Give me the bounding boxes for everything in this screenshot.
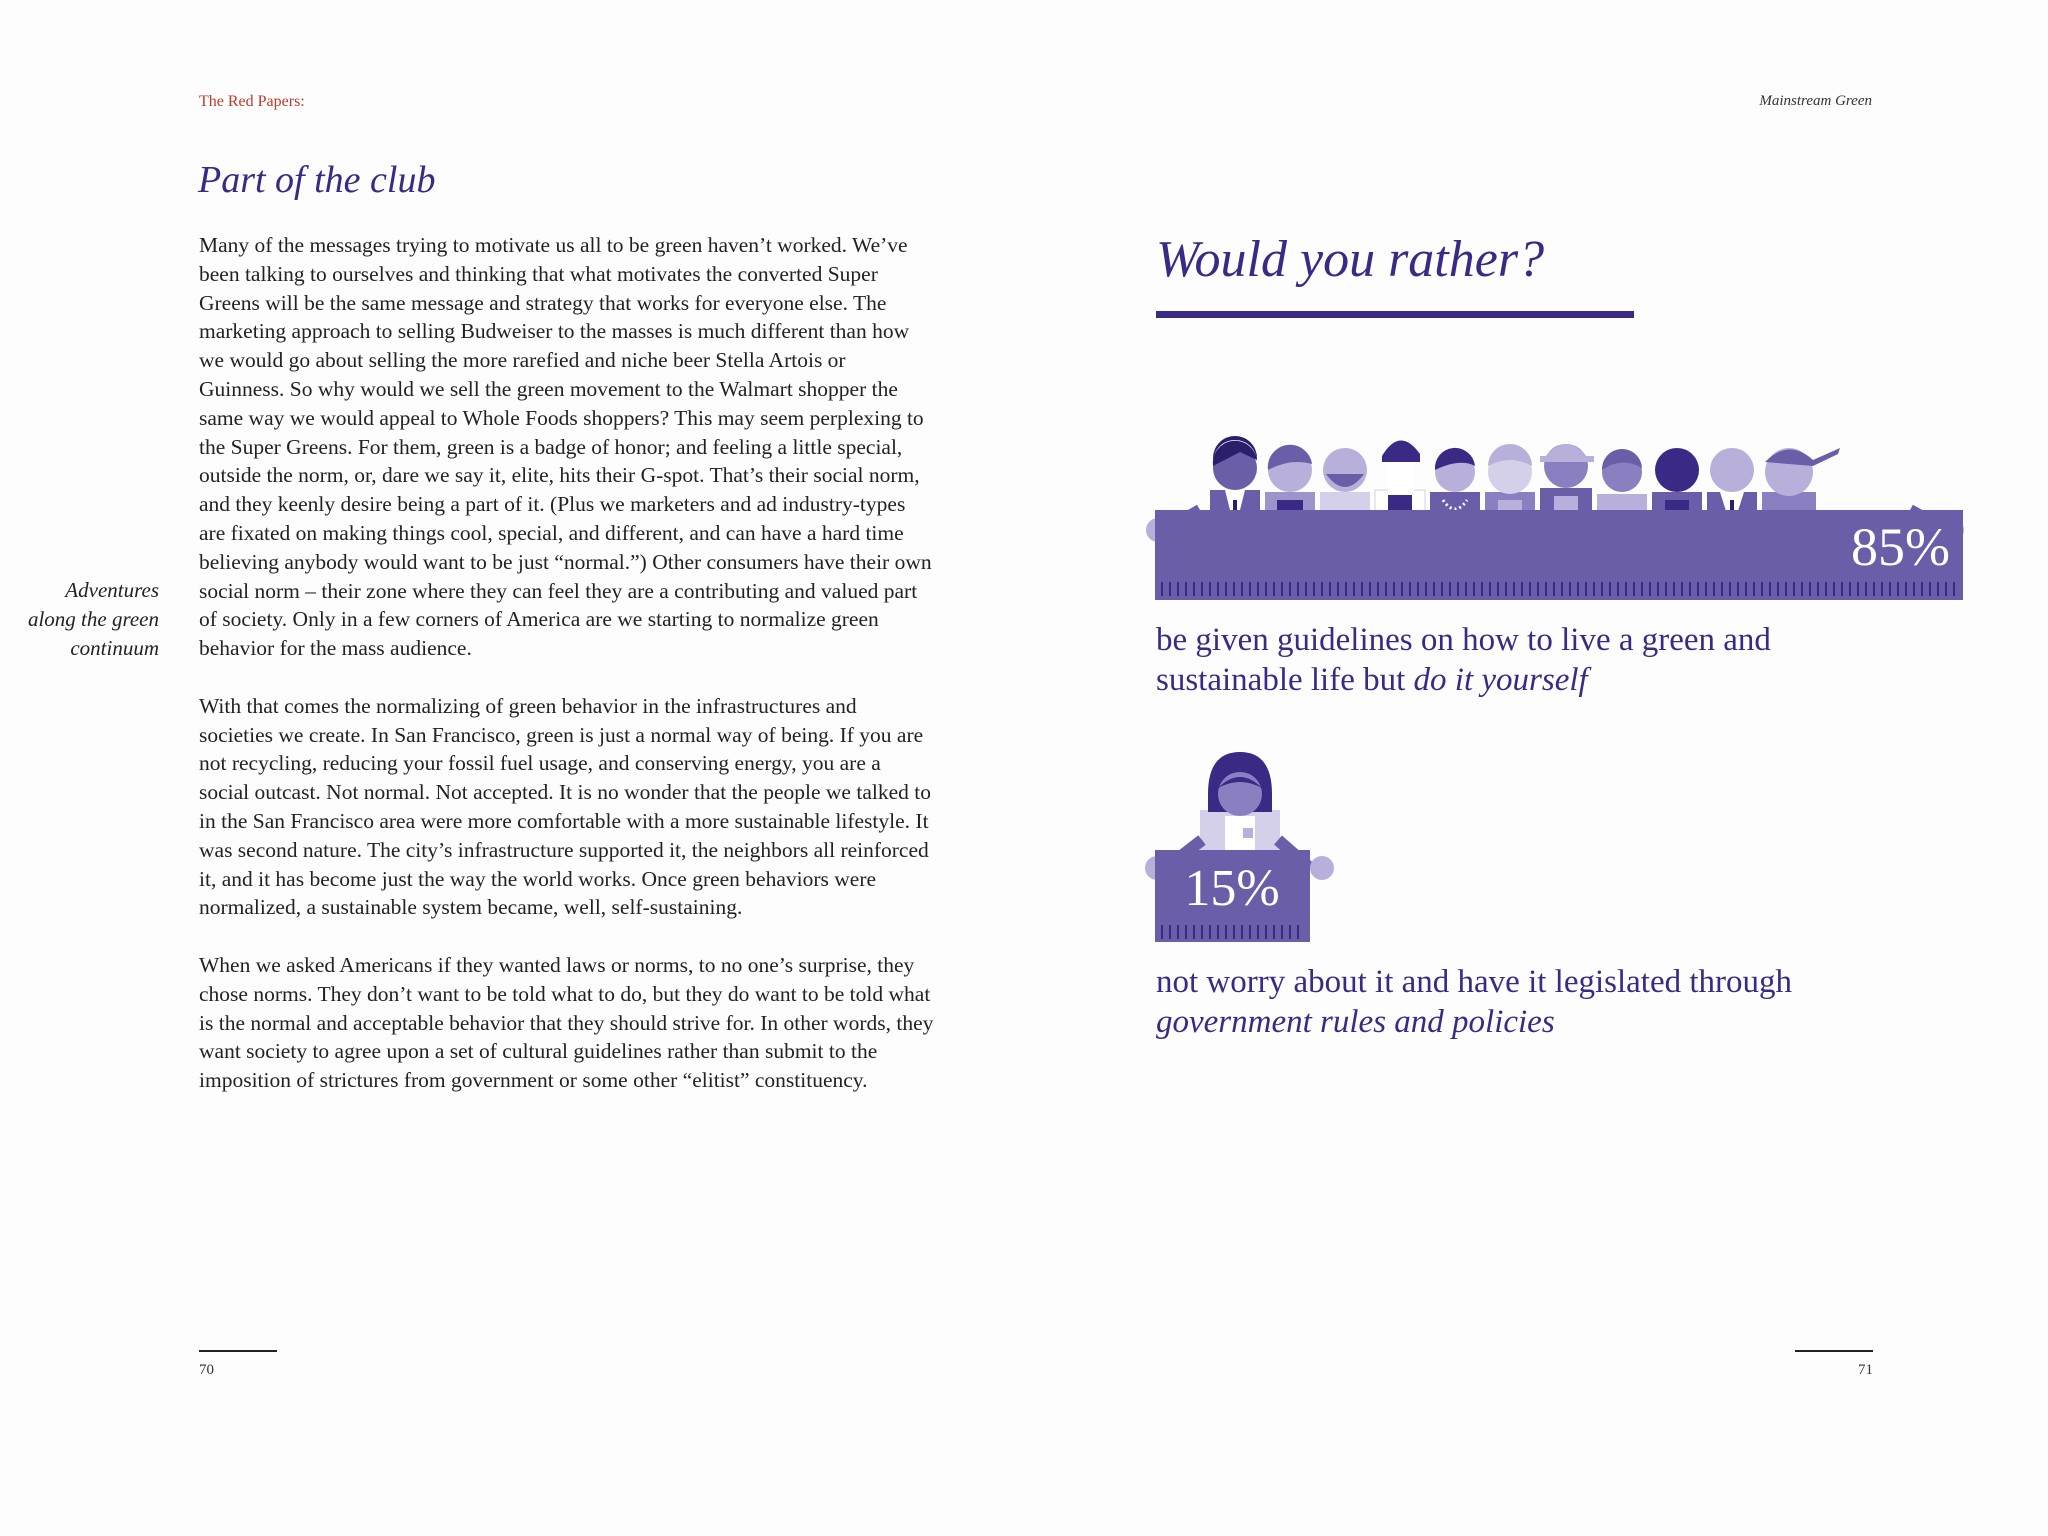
margin-note-line: along the green [27,606,159,631]
running-header-right: Mainstream Green [1759,93,1872,109]
margin-note-line: Adventures [65,578,159,602]
margin-note-line: continuum [70,635,159,660]
page-number-left: 70 [199,1362,214,1378]
minority-caption [1156,962,1876,1042]
infographic-title: Would you rather? [1156,231,1545,288]
paragraph: Many of the messages trying to motivate us all to be green haven’t worked. We’ve been talking to ourselves and thinking that what motivates the converted Super Greens will be the same message and strategy that works for everyone else. The marketing approach to selling Budweiser to the masses is much different than how we would go about selling the more rarefied and niche beer Stella Artois or Guinness. So why would we sell the green movement to the Walmart shopper the same way we would appeal to Whole Foods shoppers? This may seem perplexing to the Super Greens. For them, green is a badge of honor; and feeling a little special, outside the norm, or, dare we say it, elite, hits their G-spot. That’s their social norm, and they keenly desire being a part of it. (Plus we marketers and ad industry-types are fixated on making things cool, special, and different, and can have a hard time believing anybody would want to be just “normal.”) Other consumers have their own social norm – their zone where they can feel they are a contributing and valued part of society. Only in a few corners of America are we starting to normalize green behavior for the mass audience. [199,233,932,661]
banner-85 [1146,510,1964,600]
footer-rule-left [199,1350,277,1352]
paragraph: When we asked Americans if they wanted laws or norms, to no one’s surprise, they chose norms. They don’t want to be told what to do, but they do want to be told what is the normal and acceptable behavior that they should strive for. In other words, they want society to agree upon a set of cultural guidelines rather than submit to the imposition of strictures from government or some other “elitist” constituency. [199,952,934,1093]
page-number-right: 71 [1858,1362,1873,1378]
majority-caption-text: be given guidelines on how to live a green and sustainable life but [1156,622,1771,698]
minority-percent: 15% [1184,860,1280,917]
single-person-illustration [1140,750,1340,950]
majority-percent: 85% [1851,517,1950,577]
crowd-illustration [1140,400,1980,610]
section-title: Part of the club [198,159,436,201]
majority-caption [1156,620,1856,700]
banner-15 [1145,840,1334,942]
footer-rule-right [1795,1350,1873,1352]
paragraph: With that comes the normalizing of green behavior in the infrastructures and societies we create. In San Francisco, green is just a normal way of being. If you are not recycling, reducing your fossil fuel usage, and conserving energy, you are a social outcast. Not normal. Not accepted. It is no wonder that the people we talked to in the San Francisco area were more comfortable with a more sustainable lifestyle. It was second nature. The city’s infrastructure supported it, the neighbors all reinforced it, and it has become just the way the world works. Once green behaviors were normalized, a sustainable system became, well, self-sustaining. [199,693,931,920]
margin-note [9,576,159,662]
majority-caption-emphasis: do it yourself [1413,662,1588,698]
running-header-left: The Red Papers: [199,93,305,110]
title-underline [1156,311,1634,318]
minority-caption-emphasis: government rules and policies [1156,1004,1555,1040]
body-text [199,231,934,1124]
minority-caption-text: not worry about it and have it legislated through [1156,964,1793,1000]
